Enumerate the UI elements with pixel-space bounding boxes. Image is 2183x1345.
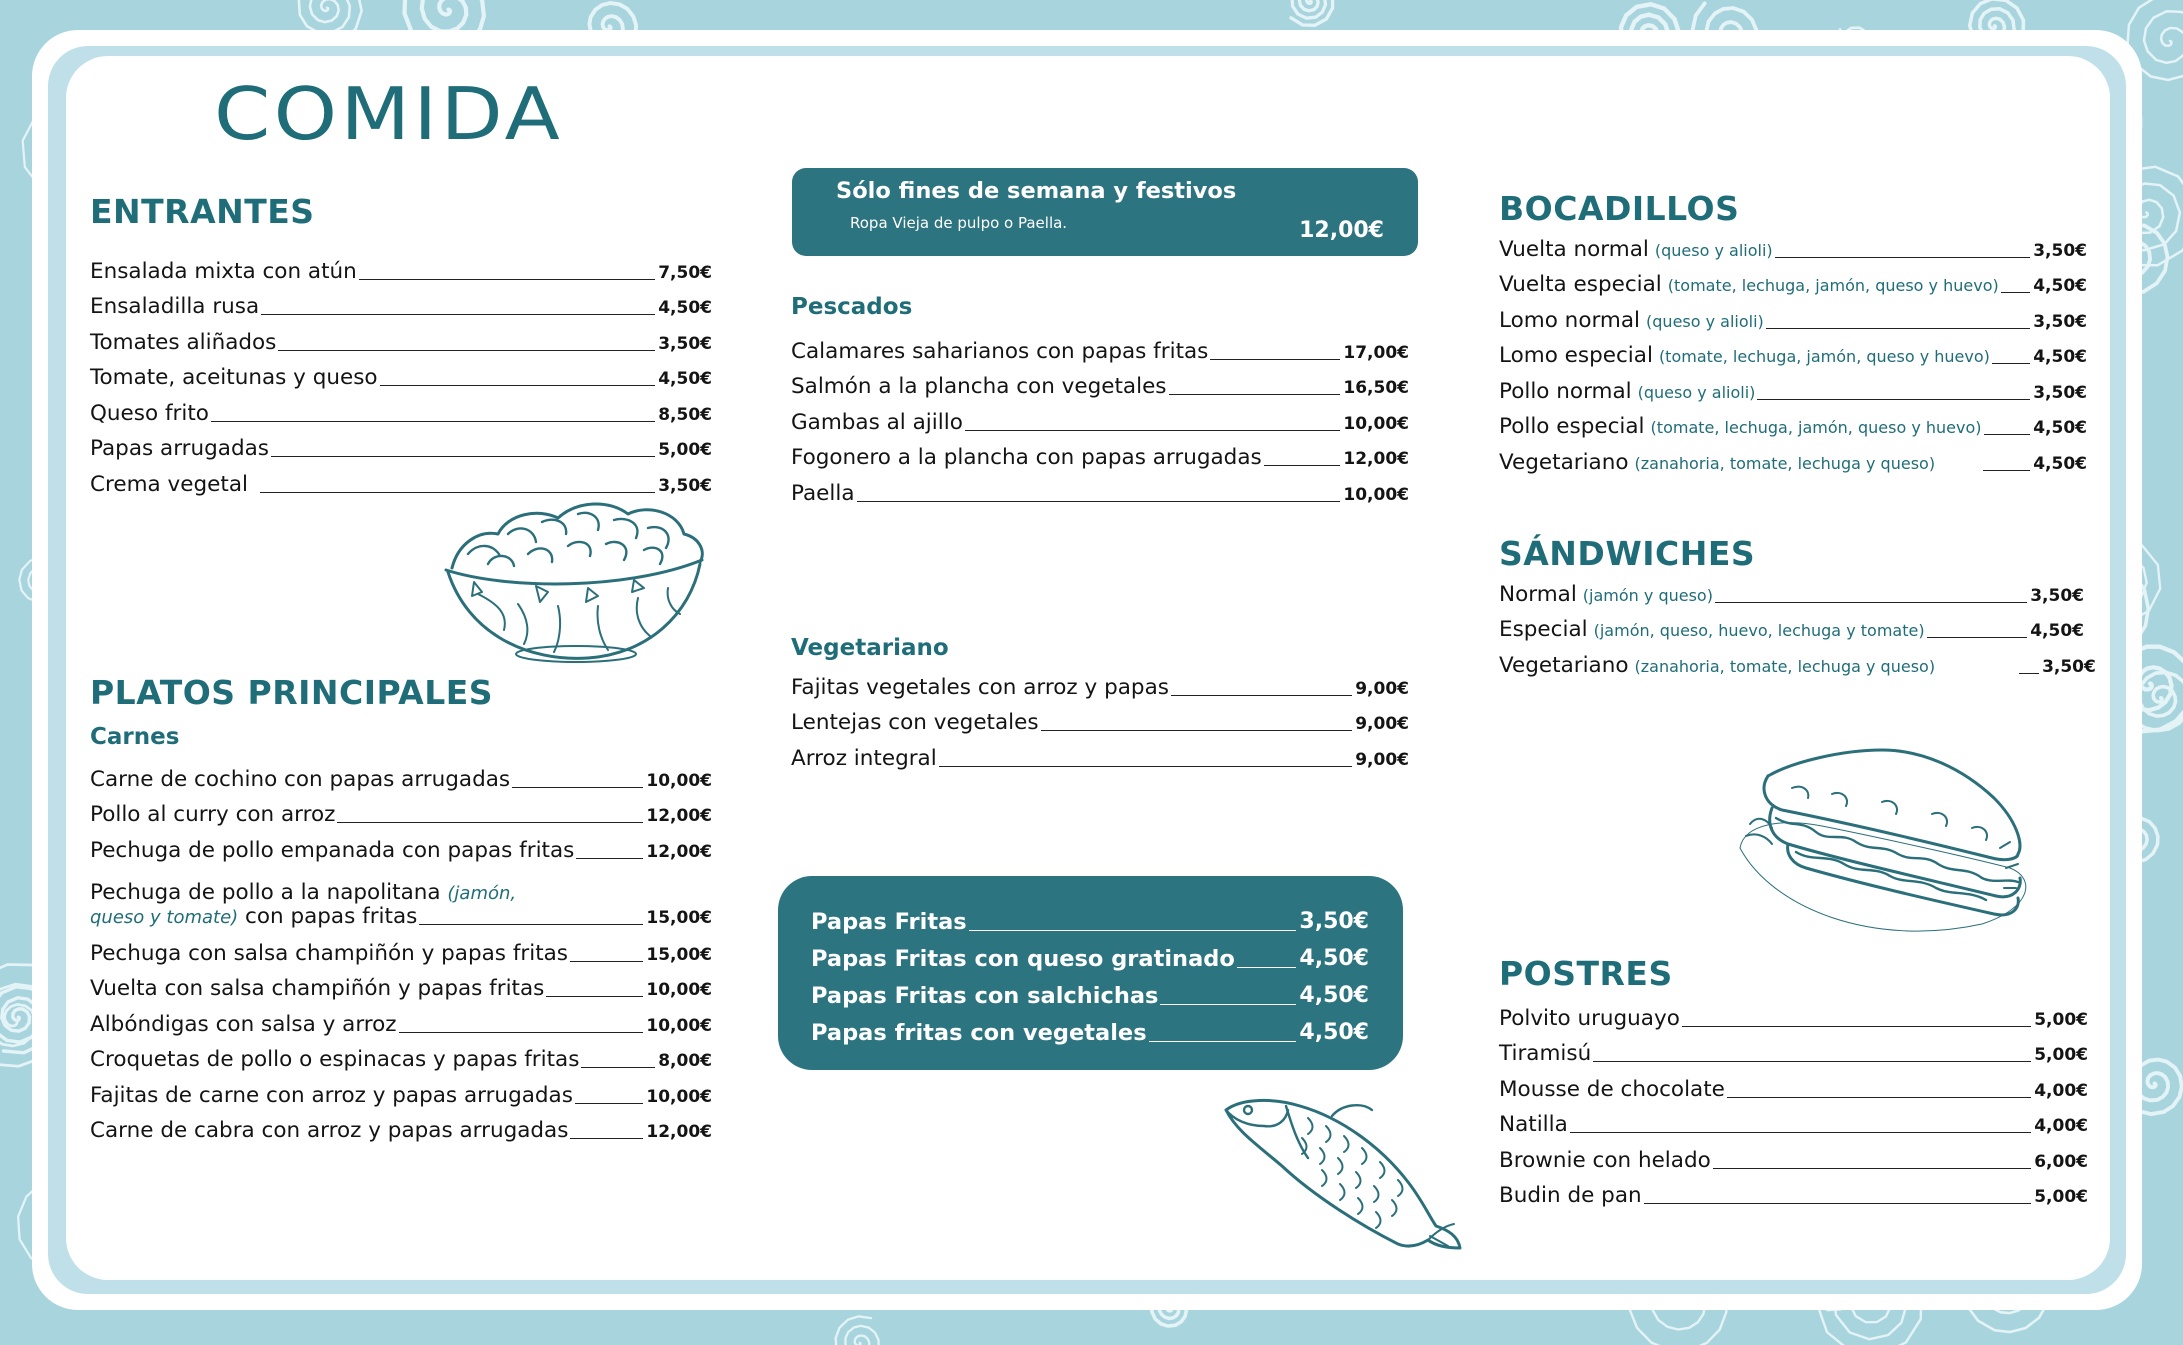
menu-item [1499, 404, 2087, 440]
leader-line [576, 858, 643, 859]
item-name: Papas fritas con vegetales [811, 1020, 1147, 1047]
menu-item [1499, 1137, 2088, 1173]
item-name: Fajitas de carne con arroz y papas arrugadas [90, 1082, 573, 1108]
sandwiches-list [1499, 571, 2096, 678]
leader-line [939, 766, 1353, 767]
item-name: Vegetariano [1499, 449, 1629, 475]
item-name: Arroz integral [791, 745, 937, 771]
item-price: 4,50€ [2033, 453, 2087, 474]
item-name: Carne de cochino con papas arrugadas [90, 766, 511, 792]
item-price: 3,50€ [2033, 382, 2087, 403]
menu-item [1499, 995, 2088, 1031]
leader-line [546, 996, 643, 997]
item-name: Pollo al curry con arroz [90, 802, 336, 828]
item-name: Mousse de chocolate [1499, 1076, 1725, 1102]
item-name: Papas Fritas con queso gratinado [811, 946, 1235, 973]
item-name: Pechuga de pollo empanada con papas fritas [90, 837, 575, 863]
sandwich-icon [1732, 728, 2040, 942]
item-price: 3,50€ [658, 333, 712, 354]
menu-item [1499, 1102, 2088, 1138]
item-price: 3,50€ [2033, 311, 2087, 332]
menu-item [90, 248, 712, 284]
item-name: Vuelta especial [1499, 272, 1662, 298]
leader-line [1713, 1168, 2031, 1169]
leader-line [512, 787, 643, 788]
menu-item [90, 319, 712, 355]
leader-line [1149, 1041, 1297, 1042]
item-price: 12,00€ [1343, 449, 1409, 470]
fish-icon [1222, 1096, 1464, 1256]
item-name: Paella [791, 480, 855, 506]
leader-line [1160, 1004, 1296, 1005]
leader-line [570, 961, 643, 962]
item-name: Especial [1499, 617, 1588, 643]
item-name: Pechuga con salsa champiñón y papas fritas [90, 940, 569, 966]
item-desc: (queso y alioli) [1637, 382, 1756, 402]
item-name: Gambas al ajillo [791, 409, 963, 435]
item-price: 4,50€ [2030, 621, 2084, 642]
item-price: 7,50€ [658, 262, 712, 283]
item-name: Papas arrugadas [90, 436, 269, 462]
menu-item [791, 435, 1409, 471]
item-name: Lentejas con vegetales [791, 710, 1039, 736]
item-price: 4,50€ [2033, 418, 2087, 439]
item-desc: (queso y alioli) [1654, 240, 1773, 260]
menu-item [811, 898, 1369, 935]
menu-item [90, 966, 712, 1002]
item-price: 3,50€ [2030, 585, 2084, 606]
item-name: Papas Fritas [811, 909, 967, 936]
item-price: 9,00€ [1355, 678, 1409, 699]
item-name: Vegetariano [1499, 652, 1629, 678]
item-name: Fajitas vegetales con arroz y papas [791, 674, 1169, 700]
item-price: 15,00€ [646, 944, 712, 965]
item-price: 10,00€ [646, 770, 712, 791]
subsection-title-vegetariano: Vegetariano [791, 635, 949, 661]
leader-line [1169, 394, 1341, 395]
menu-item [791, 664, 1409, 700]
item-desc: (tomate, lechuga, jamón, queso y huevo) [1650, 418, 1982, 438]
weekend-desc: Ropa Vieja de pulpo o Paella. [850, 214, 1068, 232]
leader-line [2019, 673, 2039, 674]
item-desc: (zanahoria, tomate, lechuga y queso) [1634, 656, 1936, 676]
leader-line [211, 421, 655, 422]
menu-item [791, 470, 1409, 506]
menu-item [811, 935, 1369, 972]
leader-line [570, 1138, 643, 1139]
item-price: 8,50€ [658, 404, 712, 425]
vegetariano-list [791, 664, 1409, 771]
menu-item [90, 1072, 712, 1108]
leader-line [1171, 695, 1352, 696]
item-desc: (zanahoria, tomate, lechuga y queso) [1634, 453, 1936, 473]
item-price: 4,00€ [2034, 1080, 2088, 1101]
item-name: Tiramisú [1499, 1041, 1592, 1067]
weekend-special-box [792, 168, 1418, 256]
menu-item [90, 355, 712, 391]
item-price: 9,00€ [1355, 749, 1409, 770]
item-price: 10,00€ [646, 1015, 712, 1036]
item-name: Natilla [1499, 1112, 1568, 1138]
leader-line [1210, 359, 1340, 360]
leader-line [1264, 465, 1341, 466]
leader-line [260, 492, 655, 493]
leader-line [380, 385, 656, 386]
item-name: Carne de cabra con arroz y papas arrugadas [90, 1118, 569, 1144]
menu-item [791, 735, 1409, 771]
section-title-platos-principales: PLATOS PRINCIPALES [90, 673, 494, 712]
leader-line [261, 314, 655, 315]
item-price: 3,50€ [658, 475, 712, 496]
item-price: 12,00€ [646, 806, 712, 827]
item-price: 10,00€ [1343, 413, 1409, 434]
item-name: Vuelta normal [1499, 236, 1649, 262]
menu-item [90, 284, 712, 320]
postres-list [1499, 995, 2088, 1208]
item-desc: (jamón, [447, 882, 517, 904]
item-name: Budin de pan [1499, 1183, 1642, 1209]
item-price: 3,50€ [2033, 240, 2087, 261]
item-price: 12,00€ [646, 1122, 712, 1143]
section-title-postres: POSTRES [1499, 954, 1673, 993]
item-name: Salmón a la plancha con vegetales [791, 374, 1167, 400]
item-price: 10,00€ [1343, 484, 1409, 505]
item-price: 12,00€ [646, 841, 712, 862]
leader-line [271, 456, 655, 457]
menu-item [90, 827, 712, 863]
item-desc: (jamón, queso, huevo, lechuga y tomate) [1593, 621, 1925, 641]
item-price: 4,50€ [2033, 347, 2087, 368]
item-price: 17,00€ [1343, 342, 1409, 363]
leader-line [359, 279, 655, 280]
menu-item [791, 399, 1409, 435]
salad-bowl-icon [438, 494, 710, 666]
menu-item [90, 461, 712, 497]
menu-item [1499, 226, 2087, 262]
item-desc: queso y tomate) [90, 906, 239, 928]
leader-line [969, 930, 1297, 931]
swirl-decoration [1291, 0, 1333, 25]
leader-line [1715, 602, 2027, 603]
menu-item [1499, 642, 2096, 678]
entrantes-list [90, 248, 712, 497]
item-price: 10,00€ [646, 980, 712, 1001]
leader-line [1775, 257, 2031, 258]
item-price: 10,00€ [646, 1086, 712, 1107]
section-title-sandwiches: SÁNDWICHES [1499, 534, 1756, 573]
item-price: 15,00€ [646, 907, 712, 928]
papas-list [811, 898, 1369, 1046]
item-price: 6,00€ [2034, 1151, 2088, 1172]
leader-line [575, 1103, 643, 1104]
item-name: con papas fritas [238, 903, 418, 929]
item-price: 4,50€ [658, 369, 712, 390]
menu-item [811, 1009, 1369, 1046]
item-desc: (queso y alioli) [1646, 311, 1764, 331]
item-name: Albóndigas con salsa y arroz [90, 1011, 397, 1037]
leader-line [1041, 730, 1353, 731]
menu-item [90, 792, 712, 828]
item-price: 4,50€ [1299, 1019, 1369, 1045]
menu-item [1499, 1066, 2088, 1102]
weekend-title: Sólo fines de semana y festivos [836, 178, 1237, 204]
item-price: 5,00€ [2034, 1187, 2088, 1208]
menu-item [90, 1037, 712, 1073]
item-price: 16,50€ [1343, 378, 1409, 399]
item-name: Fogonero a la plancha con papas arrugadas [791, 445, 1262, 471]
papas-box [778, 876, 1403, 1070]
leader-line [1766, 328, 2030, 329]
section-title-entrantes: ENTRANTES [90, 192, 315, 231]
leader-line [1984, 434, 2031, 435]
menu-item [1499, 439, 2087, 475]
item-price: 4,00€ [2034, 1116, 2088, 1137]
item-name: Tomate, aceitunas y queso [90, 365, 378, 391]
menu-item [90, 756, 712, 792]
item-name: Papas Fritas con salchichas [811, 983, 1159, 1010]
item-name: Polvito uruguayo [1499, 1005, 1680, 1031]
item-name: Pollo normal [1499, 378, 1632, 404]
item-name: Ensalada mixta con atún [90, 258, 357, 284]
leader-line [1992, 363, 2030, 364]
leader-line [419, 924, 643, 925]
item-price: 5,00€ [2034, 1045, 2088, 1066]
menu-item [791, 700, 1409, 736]
item-desc: (tomate, lechuga, jamón, queso y huevo) [1667, 276, 1999, 296]
leader-line [581, 1067, 655, 1068]
leader-line [2001, 292, 2031, 293]
leader-line [1682, 1026, 2031, 1027]
item-name: Calamares saharianos con papas fritas [791, 338, 1209, 364]
leader-line [1593, 1061, 2031, 1062]
menu-item [90, 1001, 712, 1037]
pescados-list [791, 328, 1409, 506]
item-name: Lomo especial [1499, 343, 1653, 369]
leader-line [1727, 1097, 2031, 1098]
leader-line [1757, 399, 2030, 400]
subsection-title-carnes: Carnes [90, 724, 180, 750]
item-name: Ensaladilla rusa [90, 294, 260, 320]
menu-item [1499, 607, 2084, 643]
item-name: Tomates aliñados [90, 329, 277, 355]
item-name: Lomo normal [1499, 307, 1641, 333]
item-name: Vuelta con salsa champiñón y papas fritas [90, 976, 545, 1002]
leader-line [399, 1032, 644, 1033]
item-price: 4,50€ [658, 298, 712, 319]
item-price: 8,00€ [658, 1051, 712, 1072]
item-name: Normal [1499, 581, 1577, 607]
item-desc: (jamón y queso) [1582, 585, 1713, 605]
menu-item [90, 929, 712, 966]
item-desc: (tomate, lechuga, jamón, queso y huevo) [1658, 347, 1990, 367]
menu-item [1499, 333, 2087, 369]
menu-item [90, 1108, 712, 1144]
bocadillos-list [1499, 226, 2087, 475]
leader-line [337, 822, 643, 823]
swirl-decoration [836, 1316, 879, 1345]
leader-line [1983, 470, 2030, 471]
menu-item [1499, 262, 2087, 298]
item-name-line2 [90, 903, 712, 929]
weekend-price: 12,00€ [1299, 218, 1384, 243]
leader-line [1927, 637, 2028, 638]
leader-line [857, 501, 1341, 502]
item-price: 3,50€ [2042, 656, 2096, 677]
item-price: 5,00€ [658, 440, 712, 461]
leader-line [278, 350, 655, 351]
section-title-bocadillos: BOCADILLOS [1499, 189, 1740, 228]
leader-line [1644, 1203, 2032, 1204]
item-price: 9,00€ [1355, 714, 1409, 735]
menu-item [90, 863, 712, 929]
item-price: 4,50€ [1299, 945, 1369, 971]
item-price: 3,50€ [1299, 908, 1369, 934]
item-name-line1 [90, 881, 516, 905]
item-price: 5,00€ [2034, 1009, 2088, 1030]
subsection-title-pescados: Pescados [791, 294, 913, 320]
menu-item [1499, 1031, 2088, 1067]
item-name: Crema vegetal [90, 471, 248, 497]
page-title: COMIDA [214, 72, 564, 156]
item-name: Brownie con helado [1499, 1147, 1711, 1173]
item-price: 4,50€ [2033, 276, 2087, 297]
menu-item [1499, 368, 2087, 404]
item-name: Croquetas de pollo o espinacas y papas fritas [90, 1047, 580, 1073]
carnes-list [90, 756, 712, 1143]
leader-line [1237, 967, 1297, 968]
menu-item [791, 328, 1409, 364]
item-name: Pollo especial [1499, 414, 1645, 440]
menu-item [811, 972, 1369, 1009]
menu-item [791, 364, 1409, 400]
menu-item [90, 426, 712, 462]
leader-line [1570, 1132, 2031, 1133]
item-price: 4,50€ [1299, 982, 1369, 1008]
menu-item [1499, 571, 2084, 607]
item-name: Queso frito [90, 400, 209, 426]
item-name: Pechuga de pollo a la napolitana [90, 879, 448, 905]
menu-item [1499, 297, 2087, 333]
leader-line [965, 430, 1341, 431]
menu-item [1499, 1173, 2088, 1209]
menu-item [90, 390, 712, 426]
